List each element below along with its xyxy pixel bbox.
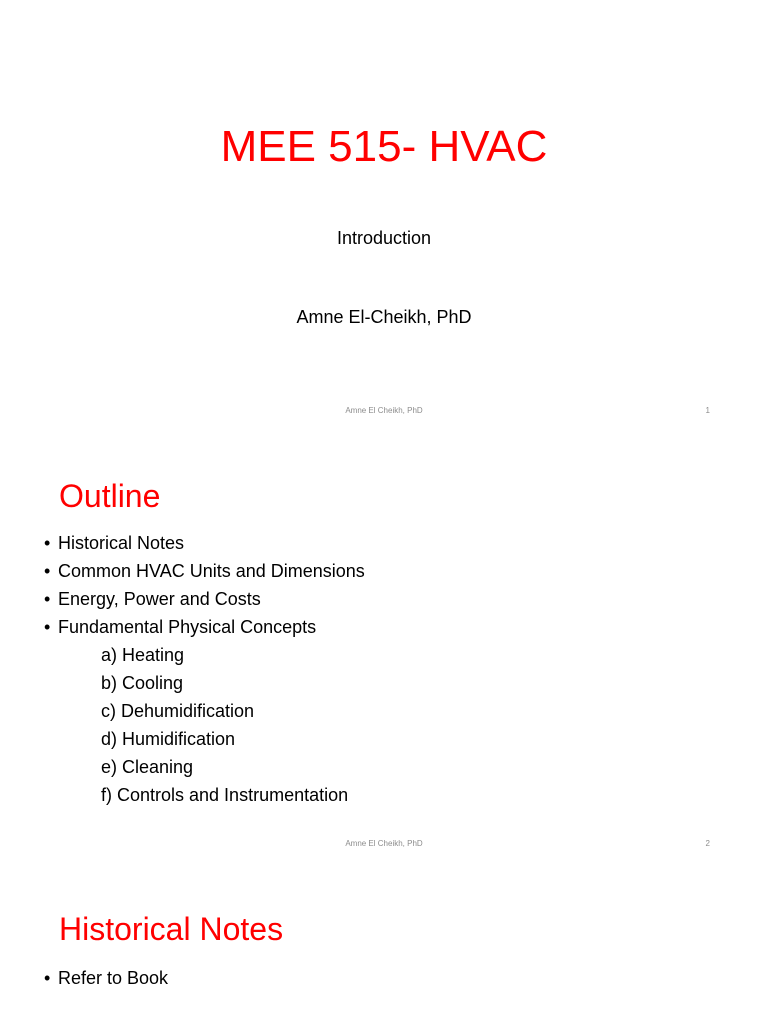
- sub-item: c) Dehumidification: [101, 701, 255, 721]
- bullet-item: • Historical Notes: [58, 529, 365, 557]
- slide-3: [0, 866, 768, 1024]
- bullet-item: • Common HVAC Units and Dimensions: [58, 557, 365, 585]
- slide-subtitle: Introduction: [336, 228, 432, 248]
- sub-item: f) Controls and Instrumentation: [101, 785, 349, 805]
- slide-page-number: 2: [705, 839, 710, 848]
- sub-item: a) Heating: [101, 645, 185, 665]
- sub-item: b) Cooling: [101, 673, 184, 693]
- bullet-item: • Fundamental Physical Concepts: [58, 613, 365, 641]
- slide-footer-author: Amne El Cheikh, PhD: [345, 406, 423, 415]
- slide-heading: Outline: [59, 478, 161, 514]
- bullet-item: • Refer to Book: [58, 964, 168, 992]
- historical-notes-bullet-list: [58, 964, 168, 992]
- slide-author: Amne El-Cheikh, PhD: [296, 307, 472, 327]
- slide-2: [0, 433, 768, 866]
- bullet-item: • Energy, Power and Costs: [58, 585, 365, 613]
- outline-bullet-list: [58, 529, 365, 641]
- slide-page-number: 1: [705, 406, 710, 415]
- slide-1: [0, 0, 768, 433]
- sub-item: e) Cleaning: [101, 757, 194, 777]
- slide-footer-author: Amne El Cheikh, PhD: [345, 839, 423, 848]
- slide-title: MEE 515- HVAC: [220, 122, 548, 171]
- slide-heading: Historical Notes: [59, 911, 284, 947]
- sub-item: d) Humidification: [101, 729, 236, 749]
- outline-subitem-list: [101, 641, 348, 809]
